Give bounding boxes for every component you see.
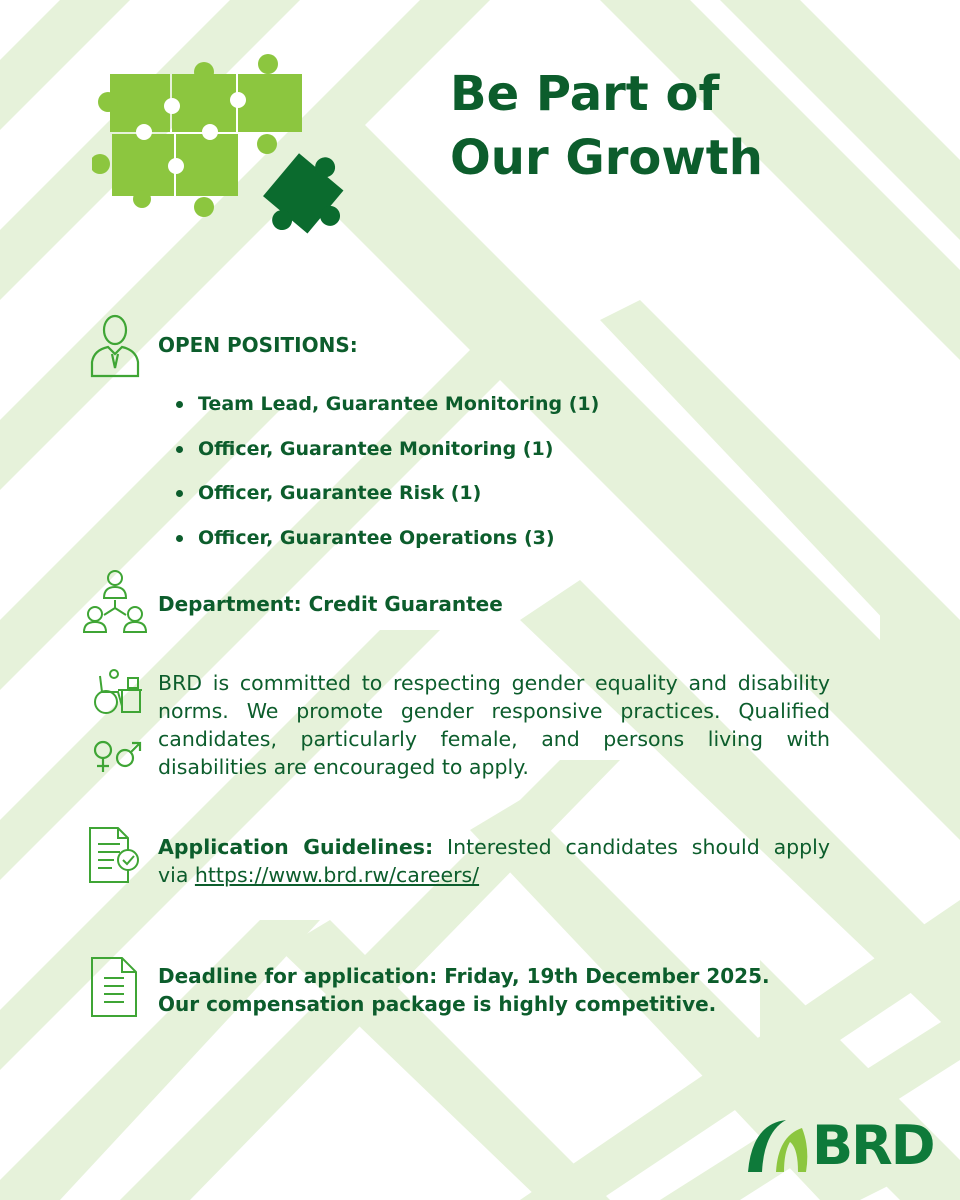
page-title xyxy=(450,62,763,190)
gender-icon xyxy=(92,738,144,774)
guidelines-label: Application Guidelines: xyxy=(158,835,434,859)
person-icon xyxy=(88,314,142,378)
open-positions-heading: OPEN POSITIONS: xyxy=(158,333,358,357)
positions-list xyxy=(176,388,599,566)
equality-statement: BRD is committed to respecting gender equality and disability norms. We promote gender responsive practices. Qualified candidates, particularly female, and persons living with disabilities are encouraged to apply. xyxy=(158,671,830,779)
compensation-line: Our compensation package is highly competitive. xyxy=(158,992,717,1016)
list-item: Team Lead, Guarantee Monitoring (1) xyxy=(176,388,599,433)
wheelchair-desk-icon xyxy=(90,668,144,716)
brd-logo-text: BRD xyxy=(812,1114,934,1177)
deadline-text xyxy=(158,962,770,1018)
careers-link[interactable]: https://www.brd.rw/careers/ xyxy=(194,863,480,887)
title-line-1: Be Part of xyxy=(450,66,720,122)
team-icon xyxy=(82,568,148,634)
deadline-line: Deadline for application: Friday, 19th December 2025. xyxy=(158,964,770,988)
list-item: Officer, Guarantee Operations (3) xyxy=(176,522,599,567)
department-label: Department: Credit Guarantee xyxy=(158,592,503,616)
list-item: Officer, Guarantee Risk (1) xyxy=(176,477,599,522)
document-icon xyxy=(90,956,138,1018)
application-guidelines xyxy=(158,833,830,889)
guidelines-text: Interested candidates should apply via xyxy=(158,835,830,887)
document-check-icon xyxy=(88,826,142,884)
list-item: Officer, Guarantee Monitoring (1) xyxy=(176,433,599,478)
title-line-2: Our Growth xyxy=(450,130,763,186)
brd-logo-arc xyxy=(746,1118,812,1172)
puzzle-pieces-icon xyxy=(92,52,352,247)
